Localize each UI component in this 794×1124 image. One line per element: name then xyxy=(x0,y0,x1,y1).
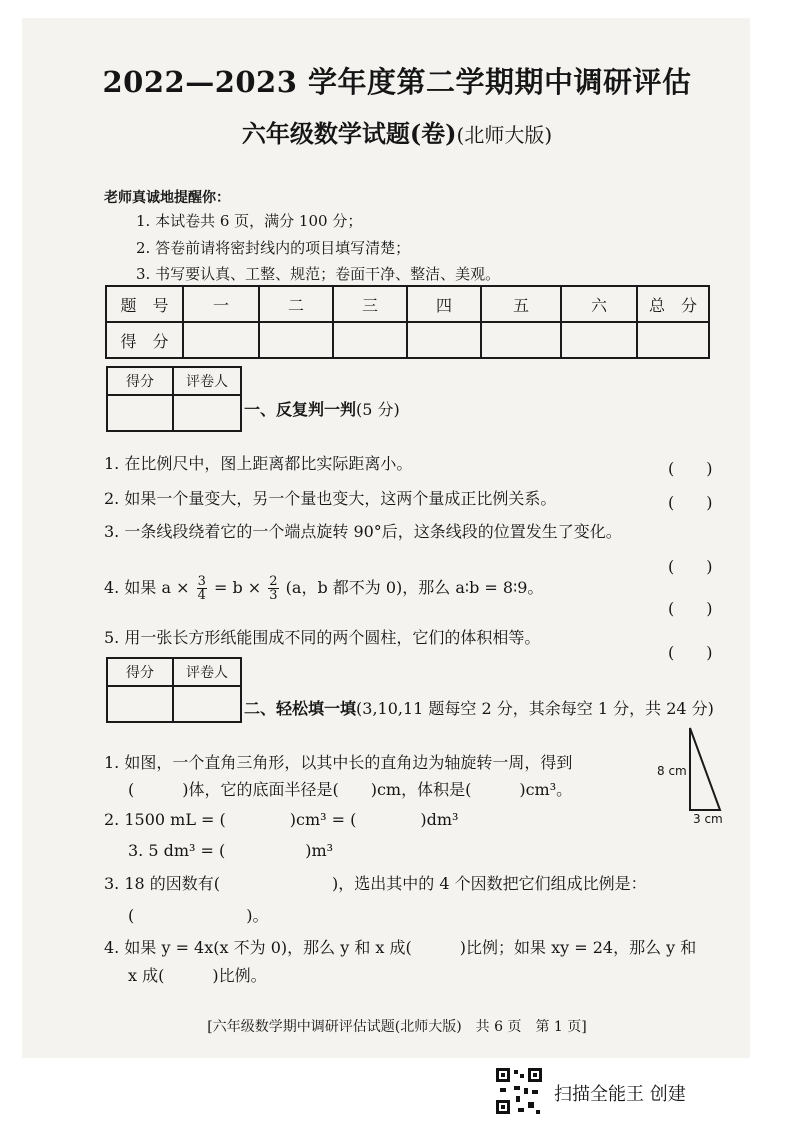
answer-paren[interactable]: ( ) xyxy=(668,599,713,618)
score-cell[interactable] xyxy=(481,322,561,358)
s2-question-2-line-1: 2. 1500 mL = ( )cm³ = ( )dm³ xyxy=(104,810,459,829)
grader-box-grader-label: 评卷人 xyxy=(173,658,241,686)
score-table-col-4: 四 xyxy=(407,286,481,322)
score-table-row-label: 得 分 xyxy=(106,322,183,358)
section-1-points: (5 分) xyxy=(356,400,400,419)
s2-question-3-line-2: ( )。 xyxy=(128,906,269,925)
score-table-col-3: 三 xyxy=(333,286,407,322)
answer-paren[interactable]: ( ) xyxy=(668,643,713,662)
score-table-col-1: 一 xyxy=(183,286,259,322)
qr-code-icon xyxy=(494,1066,544,1116)
exam-subtitle xyxy=(0,114,794,149)
q4-middle: = b × xyxy=(213,578,262,597)
section-1-title xyxy=(244,397,400,420)
score-table-col-5: 五 xyxy=(481,286,561,322)
s2-question-1-line-2: ( )体，它的底面半径是( )cm，体积是( )cm³。 xyxy=(128,780,573,799)
fraction-2-3 xyxy=(268,575,278,602)
s1-question-5: 5. 用一张长方形纸能围成不同的两个圆柱，它们的体积相等。 xyxy=(104,628,541,647)
s1-question-2: 2. 如果一个量变大，另一个量也变大，这两个量成正比例关系。 xyxy=(104,489,557,508)
score-cell[interactable] xyxy=(183,322,259,358)
grader-box-score-cell[interactable] xyxy=(107,686,173,722)
fraction-denominator: 4 xyxy=(197,588,206,603)
page-footer: [六年级数学期中调研评估试题(北师大版) 共 6 页 第 1 页] xyxy=(207,1019,587,1035)
section-2-points: (3,10,11 题每空 2 分，其余每空 1 分，共 24 分) xyxy=(356,699,714,718)
fraction-denominator: 3 xyxy=(269,588,278,603)
score-table xyxy=(105,285,710,359)
grader-box-score-cell[interactable] xyxy=(107,395,173,431)
s2-question-2-line-2: 3. 5 dm³ = ( )m³ xyxy=(128,841,334,860)
note-item-3: 3. 书写要认真、工整、规范；卷面干净、整洁、美观。 xyxy=(136,265,501,283)
score-cell[interactable] xyxy=(259,322,333,358)
score-table-col-total: 总 分 xyxy=(637,286,709,322)
grader-box-score-label: 得分 xyxy=(107,367,173,395)
s1-question-1: 1. 在比例尺中，图上距离都比实际距离小。 xyxy=(104,454,413,473)
grader-box-score-label: 得分 xyxy=(107,658,173,686)
note-item-2: 2. 答卷前请将密封线内的项目填写清楚； xyxy=(136,239,411,257)
subtitle-main: 六年级数学试题(卷) xyxy=(241,119,457,148)
answer-paren[interactable]: ( ) xyxy=(668,557,713,576)
score-table-col-6: 六 xyxy=(561,286,637,322)
section-1-title-text: 一、反复判一判 xyxy=(244,400,357,419)
score-table-col-2: 二 xyxy=(259,286,333,322)
grader-box-grader-cell[interactable] xyxy=(173,395,241,431)
fraction-3-4 xyxy=(197,575,207,602)
section-2-title-text: 二、轻松填一填 xyxy=(244,699,357,718)
score-cell[interactable] xyxy=(333,322,407,358)
notes-heading: 老师真诚地提醒你： xyxy=(104,190,230,206)
s2-question-4-line-1: 4. 如果 y = 4x(x 不为 0)，那么 y 和 x 成( )比例；如果 xy = 24，那么 y 和 xyxy=(104,938,697,957)
grader-box-grader-cell[interactable] xyxy=(173,686,241,722)
fraction-numerator: 3 xyxy=(197,574,206,589)
triangle-shape xyxy=(690,728,720,810)
triangle-height-label: 8 cm xyxy=(657,764,687,778)
score-cell[interactable] xyxy=(407,322,481,358)
s1-question-4 xyxy=(104,575,543,602)
exam-title: 2022—2023 学年度第二学期期中调研评估 xyxy=(102,65,692,99)
grader-box-1 xyxy=(106,366,242,432)
note-item-1: 1. 本试卷共 6 页，满分 100 分； xyxy=(136,212,363,230)
triangle-base-label: 3 cm xyxy=(693,812,723,826)
s1-question-3: 3. 一条线段绕着它的一个端点旋转 90°后，这条线段的位置发生了变化。 xyxy=(104,522,622,541)
score-cell[interactable] xyxy=(637,322,709,358)
s2-question-3-line-1: 3. 18 的因数有( )，选出其中的 4 个因数把它们组成比例是： xyxy=(104,874,647,893)
scanner-watermark: 扫描全能王 创建 xyxy=(554,1084,686,1105)
score-cell[interactable] xyxy=(561,322,637,358)
answer-paren[interactable]: ( ) xyxy=(668,459,713,478)
fraction-numerator: 2 xyxy=(269,574,278,589)
q4-suffix: (a，b 都不为 0)，那么 a∶b = 8∶9。 xyxy=(285,578,544,597)
q4-prefix: 4. 如果 a × xyxy=(104,578,190,597)
score-table-header-label: 题 号 xyxy=(106,286,183,322)
answer-paren[interactable]: ( ) xyxy=(668,493,713,512)
s2-question-1-line-1: 1. 如图，一个直角三角形，以其中长的直角边为轴旋转一周，得到 xyxy=(104,753,573,772)
s2-question-4-line-2: x 成( )比例。 xyxy=(128,966,267,985)
grader-box-2 xyxy=(106,657,242,723)
section-2-title xyxy=(244,696,714,719)
subtitle-edition: (北师大版) xyxy=(456,123,553,147)
grader-box-grader-label: 评卷人 xyxy=(173,367,241,395)
